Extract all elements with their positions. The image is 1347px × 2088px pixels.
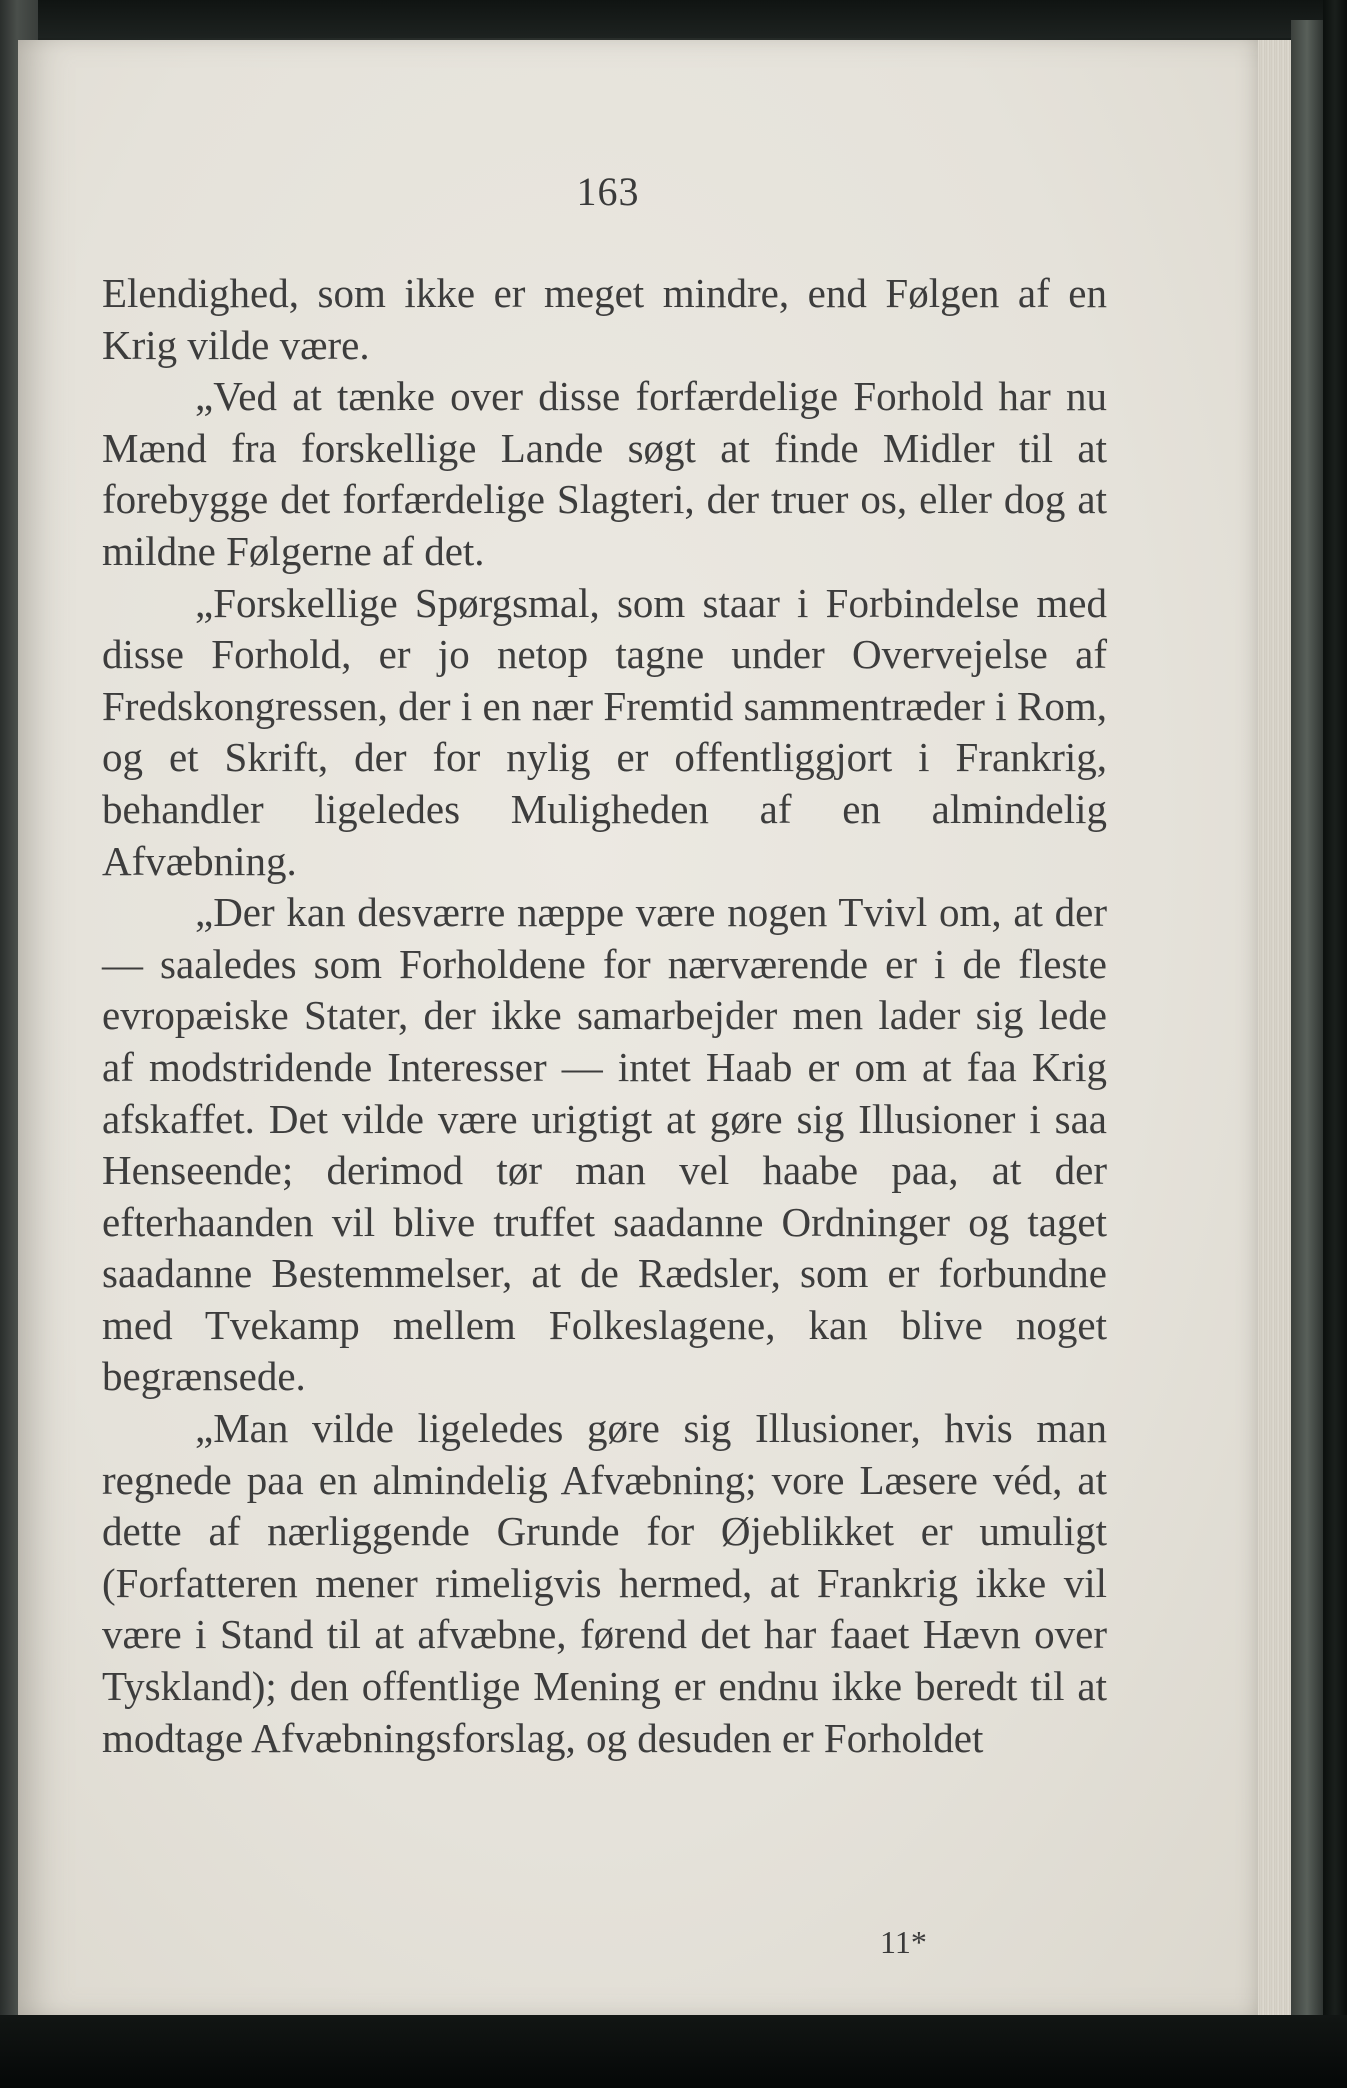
page-number: 163 — [576, 169, 640, 214]
book-spine — [1323, 0, 1347, 2088]
paragraph-4: „Der kan desværre næppe være nogen Tvivl om, at der — saaledes som Forholdene for nærværende er i de fleste evropæiske Stater, der ikke samarbejder men lader sig lede af modstridende Interesser — intet Haab er om at faa Krig afskaffet. Det vilde være urigtigt at gøre sig Illusioner i saa Henseende; derimod tør man vel haabe paa, at der efterhaanden vil blive truffet saadanne Ordninger og taget saadanne Bestemmelser, at de Rædsler, som er forbundne med Tvekamp mellem Folkeslagene, kan blive noget begrænsede. — [102, 889, 1107, 1400]
body-text — [102, 268, 1107, 1764]
paragraph-3: „Forskellige Spørgsmal, som staar i Forbindelse med disse Forhold, er jo netop tagne under Overvejelse af Fredskongressen, der i en nær Fremtid sammentræder i Rom, og et Skrift, der for nylig er offentliggjort i Frankrig, behandler ligeledes Muligheden af en almindelig Afvæbning. — [102, 579, 1107, 884]
signature-mark: 11* — [880, 1924, 927, 1960]
book-cover-edge — [1291, 20, 1323, 2020]
paragraph-5: „Man vilde ligeledes gøre sig Illusioner, hvis man regnede paa en almindelig Afvæbning; vore Læsere véd, at dette af nærliggende Grunde for Øjeblikket er umuligt (Forfatteren mener rimeligvis hermed, at Frankrig ikke vil være i Stand til at afvæbne, førend det har faaet Hævn over Tyskland); den offentlige Mening er endnu ikke beredt til at modtage Afvæbningsforslag, og desuden er Forholdet — [102, 1405, 1107, 1761]
paragraph-2: „Ved at tænke over disse forfærdelige Forhold har nu Mænd fra forskellige Lande søgt at finde Midler til at forebygge det forfærdelige Slagteri, der truer os, eller dog at mildne Følgerne af det. — [102, 373, 1107, 574]
top-edge — [0, 0, 1347, 38]
bottom-edge — [0, 2015, 1347, 2088]
paragraph-1: Elendighed, som ikke er meget mindre, end Følgen af en Krig vilde være. — [102, 270, 1107, 368]
book-page — [18, 40, 1258, 2015]
